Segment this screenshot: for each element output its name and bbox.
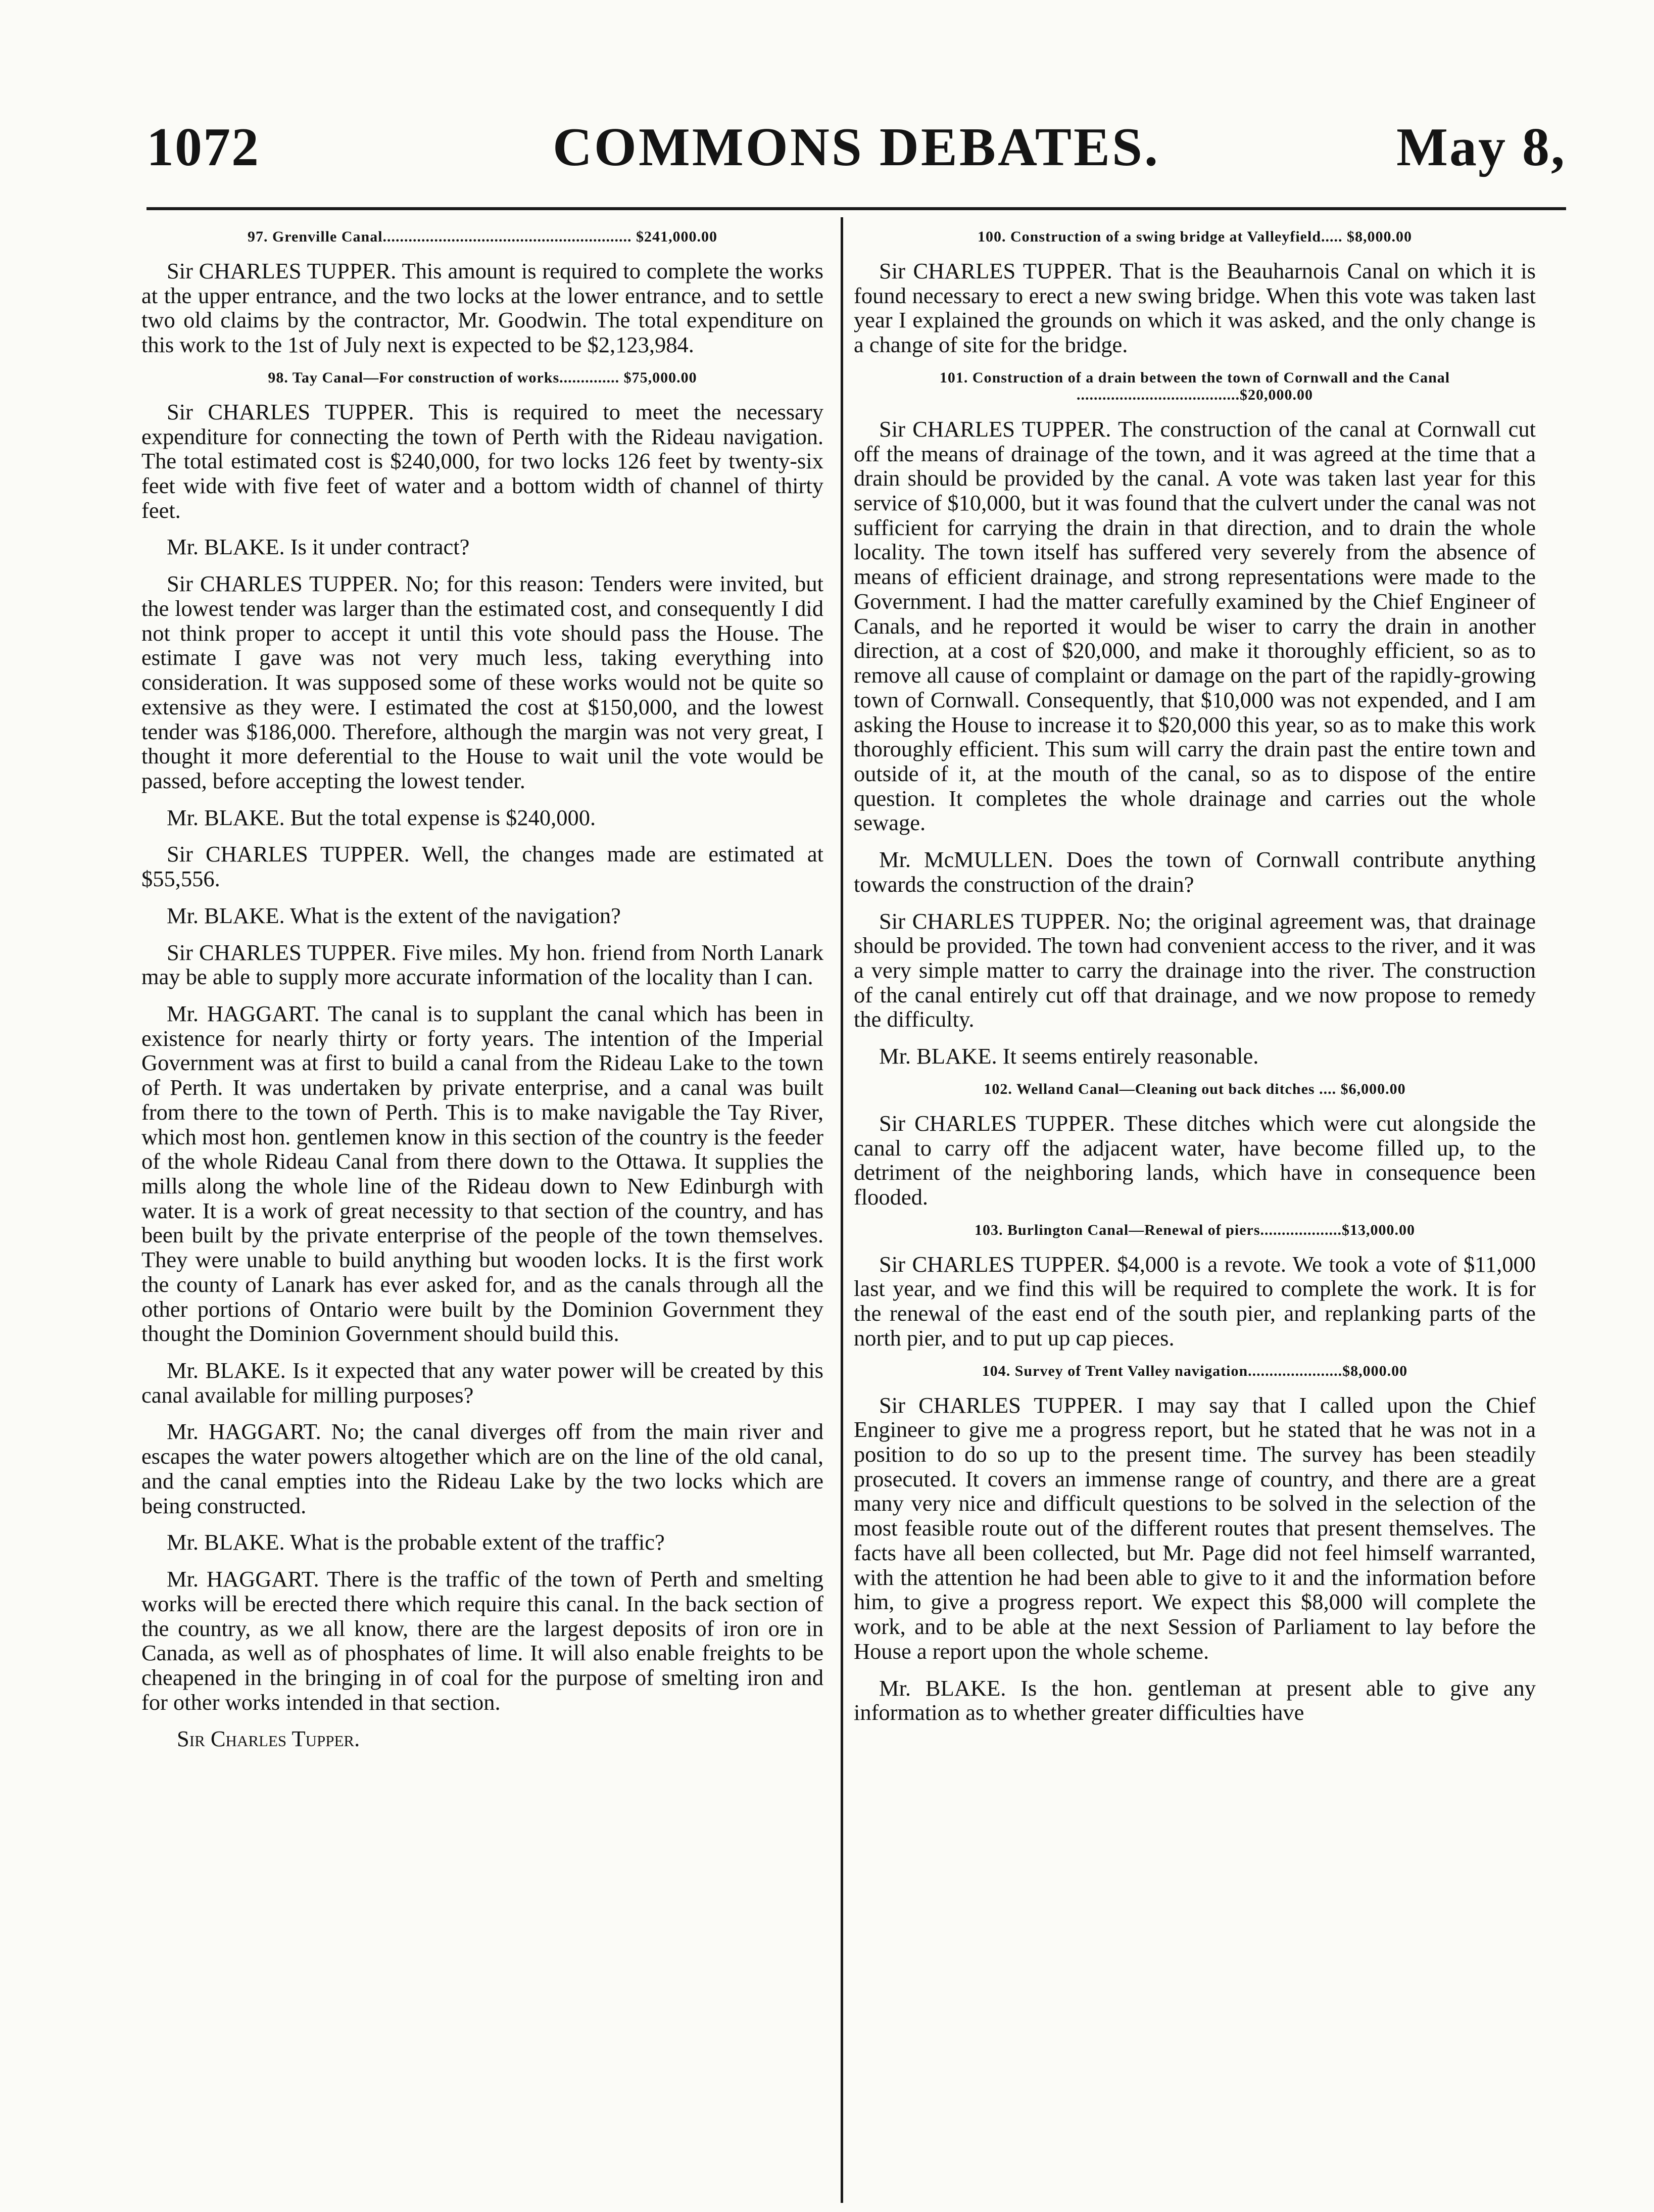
paragraph: Mr. HAGGART. The canal is to supplant the canal which has been in existence for nearly thirty or forty years. The intention of the Imperial Government was at first to build a canal from the Rideau Lake to the town of Perth. It was undertaken by private enterprise, and a canal was built from there to the town of Perth. This is to make navigable the Tay River, which most hon. gentlemen know in this section of the country is the feeder of the whole Rideau Canal from there down to the Ottawa. It supplies the mills along the whole line of the Rideau down to New Edinburgh with water. It is a work of great necessity to that section of the country, and has been built by the private enterprise of the people of the town themselves. They were unable to build anything but wooden locks. It is the first work the county of Lanark has ever asked for, and as the canals through all the other portions of Ontario were built by the Dominion Government they thought the Dominion Government should build this. [141, 1000, 823, 1347]
page-date: May 8, [1396, 117, 1566, 177]
paragraph: Mr. BLAKE. Is the hon. gentleman at present able to give any information as to whether greater difficulties have [854, 1675, 1536, 1725]
vote-item-97: 97. Grenville Canal.......................................................... $241,000.00 [247, 228, 718, 245]
paragraph: Sir CHARLES TUPPER. No; for this reason: Tenders were invited, but the lowest tender was larger than the estimated cost, and consequently I did not think proper to accept it until this vote should pass the House. The estimate I gave was not very much less, taking everything into consideration. It was supposed some of these works would not be quite so extensive as they were. I estimated the cost at $150,000, and the lowest tender was $186,000. Therefore, although the margin was not very great, I thought it more deferential to the House to wait unil the vote would be passed, before accepting the lowest tender. [141, 571, 823, 793]
paragraph: Sir CHARLES TUPPER. This amount is required to complete the works at the upper entrance, and the two locks at the lower entrance, and to settle two old claims by the contractor, Mr. Goodwin. The total expenditure on this work to the 1st of July next is expected to be $2,123,984. [141, 258, 823, 358]
paragraph: Sir CHARLES TUPPER. I may say that I called upon the Chief Engineer to give me a progress report, but he stated that he was not in a position to do so up to the present time. The survey has been steadily prosecuted. It covers an immense range of country, and there are a great many very nice and difficult questions to be solved in the selection of the most feasible route out of the different routes that present themselves. The facts have all been collected, but Mr. Page did not feel himself warranted, with the attention he had been able to give to it and the information before him, to give a progress report. We expect this $8,000 will complete the work, and to be able at the next Session of Parliament to lay before the House a report upon the whole scheme. [854, 1392, 1536, 1664]
vote-item-101: 101. Construction of a drain between the town of Cornwall and the Canal ......................................$20,000.00 [939, 369, 1450, 403]
vote-item-100: 100. Construction of a swing bridge at Valleyfield..... $8,000.00 [977, 228, 1413, 245]
paragraph: Mr. BLAKE. Is it under contract? [167, 534, 470, 560]
vote-item-103: 103. Burlington Canal—Renewal of piers...................$13,000.00 [974, 1221, 1416, 1238]
column-divider [841, 217, 843, 2203]
vote-item-102: 102. Welland Canal—Cleaning out back ditches .... $6,000.00 [984, 1080, 1406, 1097]
left-column [141, 222, 823, 2203]
vote-item-98: 98. Tay Canal—For construction of works.............. $75,000.00 [268, 369, 697, 386]
paragraph: Mr. BLAKE. It seems entirely reasonable. [879, 1043, 1259, 1069]
paragraph: Sir CHARLES TUPPER. These ditches which were cut alongside the canal to carry off the adjacent water, have become filled up, to the detriment of the neighboring lands, which have in consequence been flooded. [854, 1110, 1536, 1210]
header-rule [147, 207, 1566, 210]
paragraph: Mr. BLAKE. What is the extent of the navigation? [167, 902, 621, 928]
page-title: COMMONS DEBATES. [552, 117, 1160, 177]
paragraph: Mr. McMULLEN. Does the town of Cornwall contribute anything towards the construction of the drain? [854, 847, 1536, 897]
paragraph: Mr. BLAKE. What is the probable extent of the traffic? [167, 1529, 665, 1555]
paragraph: Sir CHARLES TUPPER. $4,000 is a revote. We took a vote of $11,000 last year, and we find this will be required to complete the work. It is for the renewal of the east end of the south pier, and replanking parts of the north pier, and to put up cap pieces. [854, 1251, 1536, 1351]
paragraph: Mr. BLAKE. But the total expense is $240,000. [167, 804, 596, 830]
vote-item-104: 104. Survey of Trent Valley navigation......................$8,000.00 [982, 1362, 1408, 1379]
paragraph: Sir CHARLES TUPPER. Five miles. My hon. friend from North Lanark may be able to supply more accurate information of the locality than I can. [141, 939, 823, 990]
speaker-continuation: Sir Charles Tupper. [177, 1726, 360, 1752]
paragraph: Sir CHARLES TUPPER. This is required to meet the necessary expenditure for connecting the town of Perth with the Rideau navigation. The total estimated cost is $240,000, for two locks 126 feet by twenty-six feet wide with five feet of water and a bottom width of channel of thirty feet. [141, 399, 823, 523]
paragraph: Sir CHARLES TUPPER. That is the Beauharnois Canal on which it is found necessary to erect a new swing bridge. When this vote was taken last year I explained the grounds on which it was asked, and the only change is a change of site for the bridge. [854, 258, 1536, 358]
paragraph: Mr. HAGGART. No; the canal diverges off from the main river and escapes the water powers altogether which are on the line of the old canal, and the canal empties into the Rideau Lake by the two locks which are being constructed. [141, 1419, 823, 1518]
right-column [854, 222, 1536, 2203]
paragraph: Sir CHARLES TUPPER. No; the original agreement was, that drainage should be provided. The town had convenient access to the river, and it was a very simple matter to carry the drainage into the river. The construction of the canal entirely cut off that drainage, and we now propose to remedy the difficulty. [854, 908, 1536, 1032]
paragraph: Mr. BLAKE. Is it expected that any water power will be created by this canal available for milling purposes? [141, 1358, 823, 1408]
paragraph: Sir CHARLES TUPPER. The construction of the canal at Cornwall cut off the means of drainage of the town, and it was agreed at the time that a drain should be provided by the canal. A vote was taken last year for this service of $10,000, but it was found that the culvert under the canal was not sufficient for carrying the drain in that direction, and to drain the whole locality. The town itself has suffered very severely from the absence of means of efficient drainage, and strong representations were made to the Government. I had the matter carefully examined by the Chief Engineer of Canals, and he reported it would be wiser to carry the drain in another direction, at a cost of $20,000, and make it thoroughly efficient, so as to remove all cause of complaint or damage on the part of the rapidly-growing town of Cornwall. Consequently, that $10,000 was not expended, and I am asking the House to increase it to $20,000 this year, so as to make this work thoroughly efficient. This sum will carry the drain past the entire town and outside of it, at the mouth of the canal, so as to dispose of the entire question. It completes the whole drainage and carries out the whole sewage. [854, 416, 1536, 836]
paragraph: Sir CHARLES TUPPER. Well, the changes made are estimated at $55,556. [141, 841, 823, 892]
page-number: 1072 [147, 117, 260, 177]
page-header [147, 116, 1566, 192]
paragraph: Mr. HAGGART. There is the traffic of the town of Perth and smelting works will be erected there which require this canal. In the back section of the country, as we all know, there are the largest deposits of iron ore in Canada, as well as of phosphates of lime. It will also enable freights to be cheapened in the bringing in of coal for the purpose of smelting iron and for other works intended in that section. [141, 1566, 823, 1715]
